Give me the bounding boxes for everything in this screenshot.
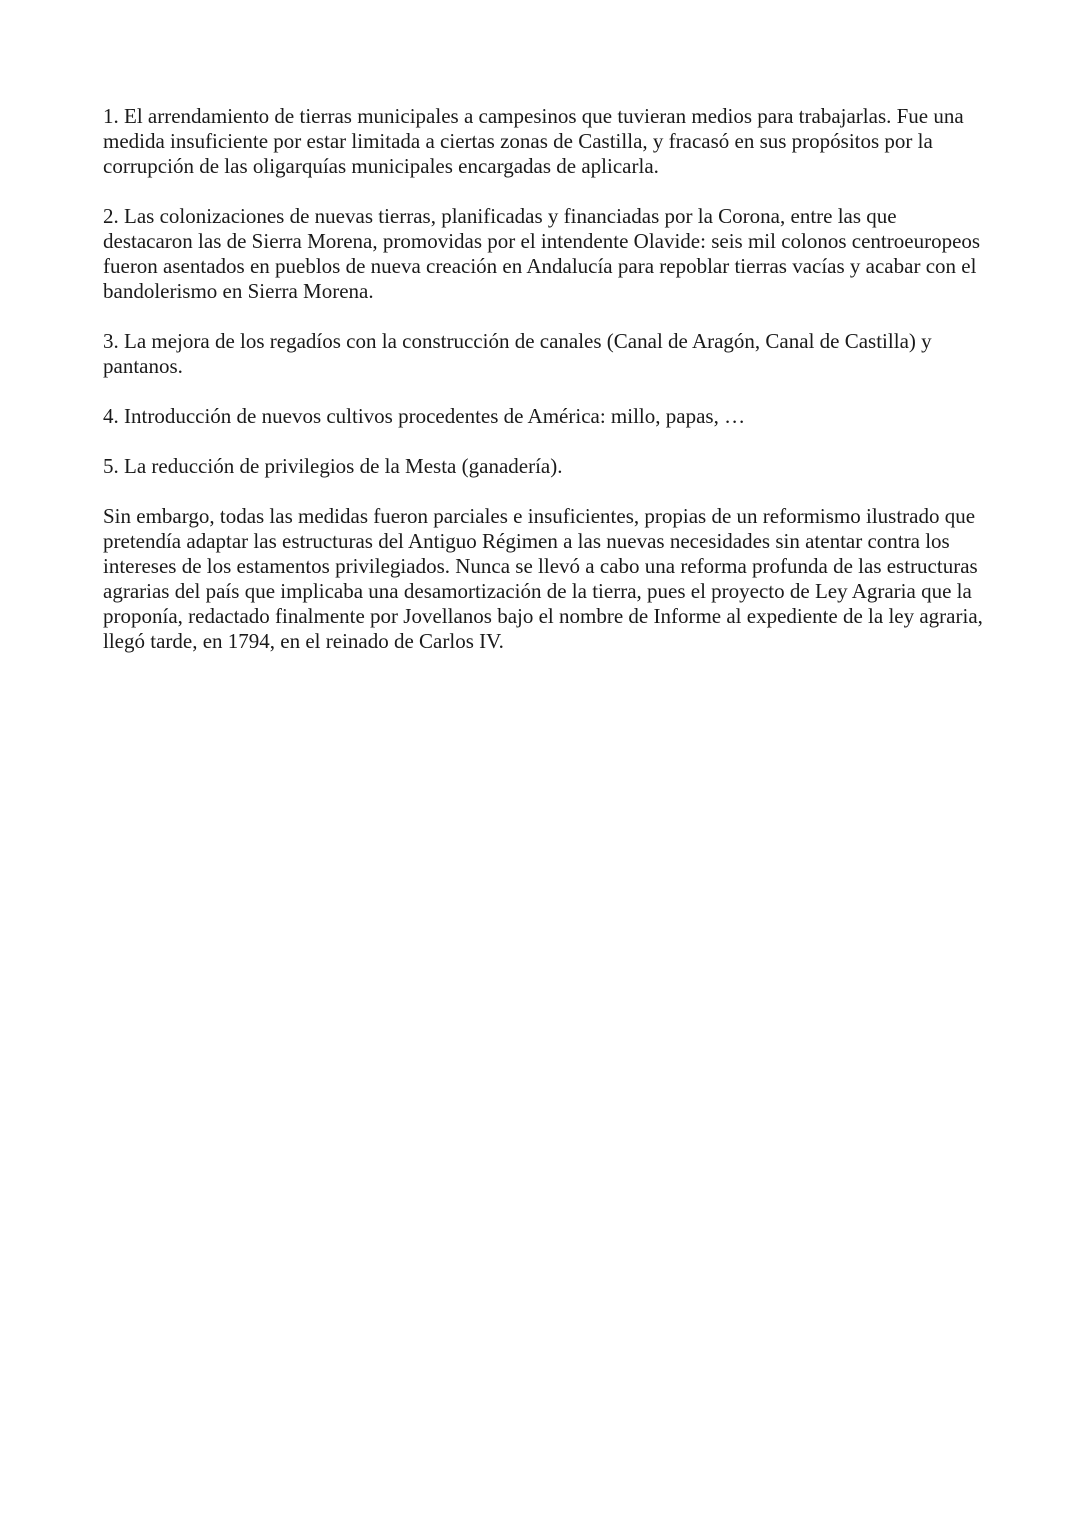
list-item-colonizaciones: 2. Las colonizaciones de nuevas tierras, planificadas y financiadas por la Corona, entre las que destacaron las de Sierra Morena, promovidas por el intendente Olavide: seis mil colonos centroeuropeos fueron asentados en pueblos de nueva creación en Andalucía para repoblar tierras vacías y acabar con el bandolerismo en Sierra Morena. [103,204,981,303]
list-item-nuevos-cultivos: 4. Introducción de nuevos cultivos procedentes de América: millo, papas, … [103,404,746,428]
list-item-mesta: 5. La reducción de privilegios de la Mesta (ganadería). [103,454,563,478]
document-body [103,104,983,679]
conclusion-paragraph: Sin embargo, todas las medidas fueron parciales e insuficientes, propias de un reformismo ilustrado que pretendía adaptar las estructuras del Antiguo Régimen a las nuevas necesidades sin atentar contra los intereses de los estamentos privilegiados. Nunca se llevó a cabo una reforma profunda de las estructuras agrarias del país que implicaba una desamortización de la tierra, pues el proyecto de Ley Agraria que la proponía, redactado finalmente por Jovellanos bajo el nombre de Informe al expediente de la ley agraria, llegó tarde, en 1794, en el reinado de Carlos IV. [103,504,983,653]
list-item-regadios: 3. La mejora de los regadíos con la construcción de canales (Canal de Aragón, Canal de Castilla) y pantanos. [103,329,932,378]
list-item-arrendamiento: 1. El arrendamiento de tierras municipales a campesinos que tuvieran medios para trabajarlas. Fue una medida insuficiente por estar limitada a ciertas zonas de Castilla, y fracasó en sus propósitos por la corrupción de las oligarquías municipales encargadas de aplicarla. [103,104,964,178]
